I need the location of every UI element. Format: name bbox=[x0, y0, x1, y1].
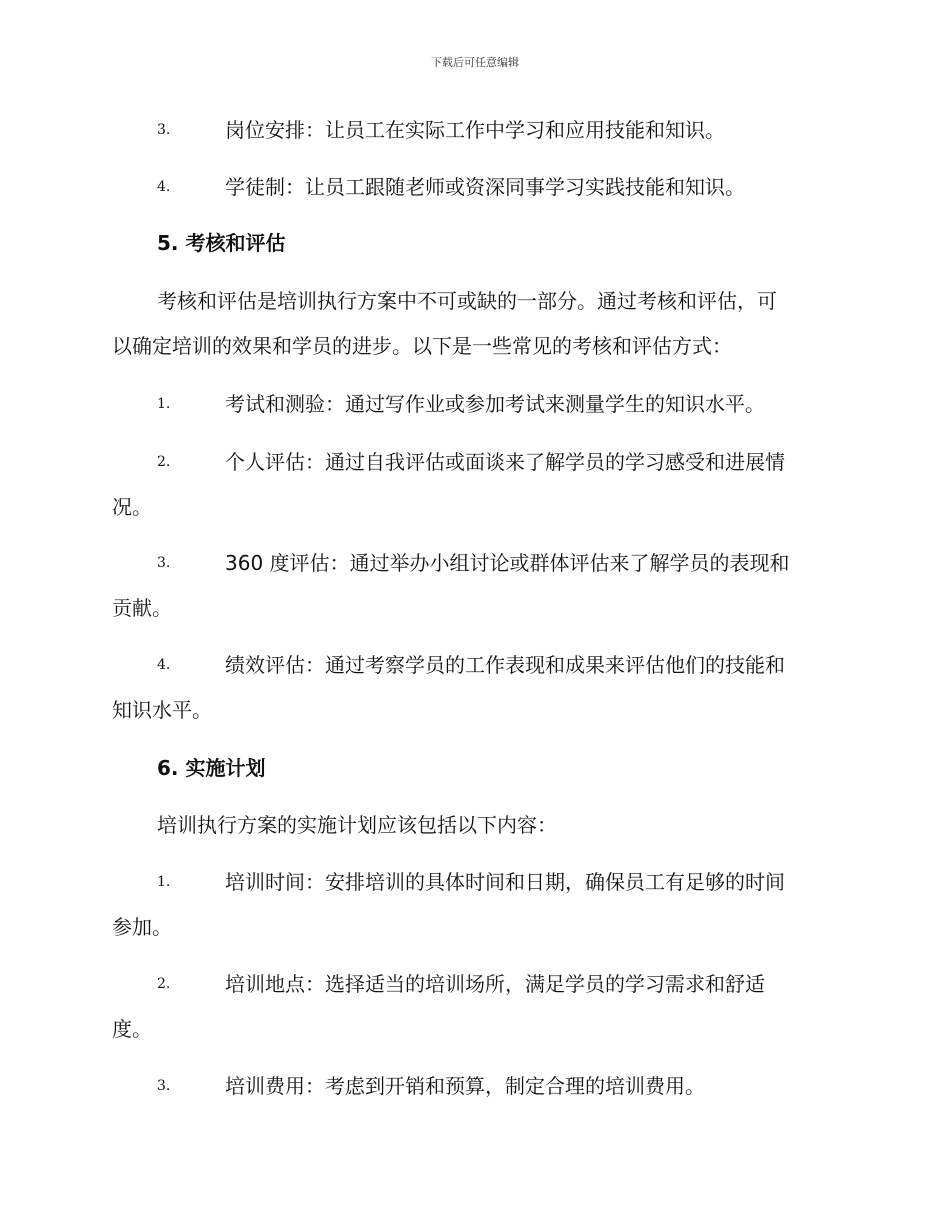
paragraph-line: 以确定培训的效果和学员的进步。以下是一些常见的考核和评估方式： bbox=[112, 334, 732, 358]
section-title: 6. 实施计划 bbox=[157, 756, 266, 780]
list-item-text: 参加。 bbox=[112, 915, 172, 939]
list-item-text: 考试和测验：通过写作业或参加考试来测量学生的知识水平。 bbox=[225, 392, 765, 416]
list-item-text: 知识水平。 bbox=[112, 698, 212, 722]
list-item-text: 绩效评估：通过考察学员的工作表现和成果来评估他们的技能和 bbox=[225, 653, 785, 677]
list-item-text: 况。 bbox=[112, 495, 152, 519]
page-header: 下载后可任意编辑 bbox=[431, 56, 519, 69]
list-item-number: 3. bbox=[157, 1078, 171, 1094]
paragraph-line: 培训执行方案的实施计划应该包括以下内容： bbox=[157, 813, 557, 837]
list-item-number: 4. bbox=[157, 657, 171, 673]
section-title: 5. 考核和评估 bbox=[157, 231, 286, 255]
list-item-text: 岗位安排：让员工在实际工作中学习和应用技能和知识。 bbox=[225, 118, 725, 142]
list-item-number: 4. bbox=[157, 179, 171, 195]
list-item-text: 培训费用：考虑到开销和预算，制定合理的培训费用。 bbox=[225, 1074, 705, 1098]
list-item-text: 培训地点：选择适当的培训场所，满足学员的学习需求和舒适 bbox=[225, 972, 765, 996]
list-item-text: 贡献。 bbox=[112, 596, 172, 620]
list-item-number: 2. bbox=[157, 976, 171, 992]
list-item-number: 3. bbox=[157, 122, 171, 138]
list-item-text: 个人评估：通过自我评估或面谈来了解学员的学习感受和进展情 bbox=[225, 450, 785, 474]
list-item-number: 1. bbox=[157, 396, 171, 412]
paragraph-line: 考核和评估是培训执行方案中不可或缺的一部分。通过考核和评估，可 bbox=[157, 289, 777, 313]
list-item-number: 3. bbox=[157, 555, 171, 571]
list-item-text: 学徒制：让员工跟随老师或资深同事学习实践技能和知识。 bbox=[225, 175, 745, 199]
list-item-number: 2. bbox=[157, 454, 171, 470]
list-item-text: 度。 bbox=[112, 1017, 152, 1041]
list-item-number: 1. bbox=[157, 874, 171, 890]
list-item-text: 360 度评估：通过举办小组讨论或群体评估来了解学员的表现和 bbox=[225, 551, 790, 575]
list-item-text: 培训时间：安排培训的具体时间和日期，确保员工有足够的时间 bbox=[225, 870, 785, 894]
